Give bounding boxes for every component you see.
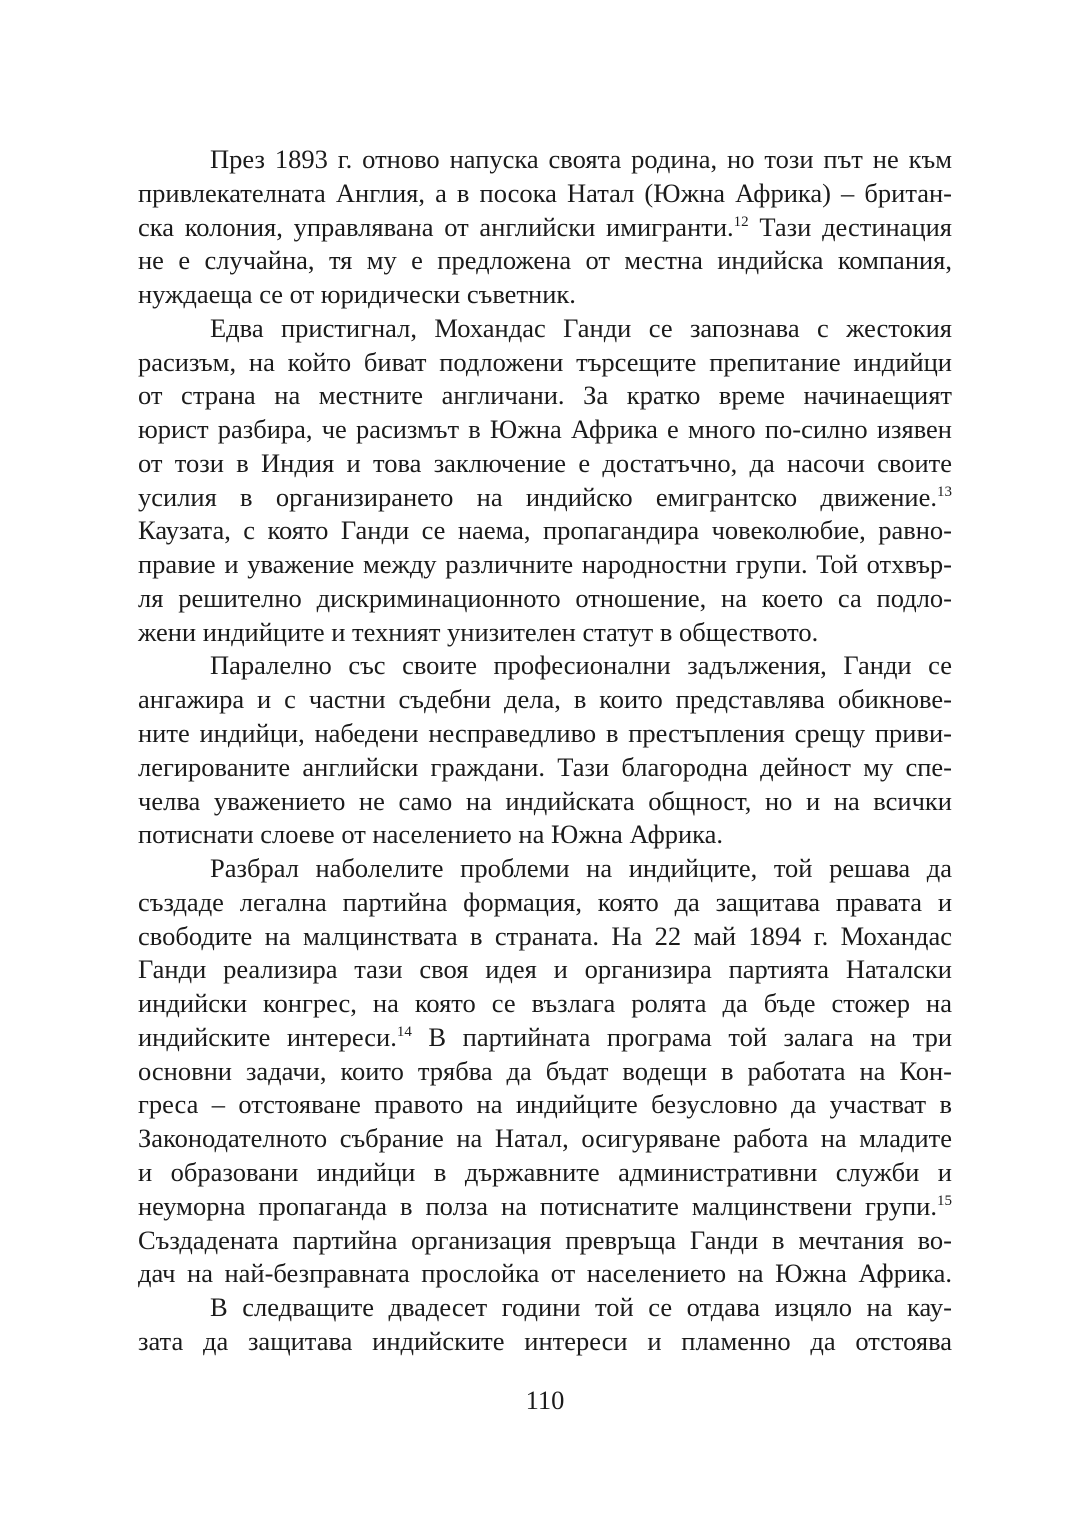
paragraph	[138, 143, 952, 312]
text-line: жени индийците и техният унизителен статут в обществото.	[138, 616, 819, 647]
text-line: В следващите двадесет години той се отдава изцяло на кау-	[210, 1292, 952, 1323]
text-line: ля решително дискриминационното отношение, на което са подло-	[138, 582, 952, 613]
text-line: индийски конгрес, на която се възлага ролята да бъде стожер на	[138, 988, 952, 1019]
text-line	[138, 1021, 952, 1055]
paragraph	[138, 649, 952, 852]
text-line: потиснати слоеве от населението на Южна Африка.	[138, 819, 724, 850]
text-segment: В партийната програма той залага на три	[411, 1021, 952, 1052]
footnote-marker: 14	[396, 1023, 412, 1040]
text-line: ангажира и с частни съдебни дела, в които представлява обикнове-	[138, 684, 952, 715]
paragraph	[138, 852, 952, 1291]
text-line: от страна на местните англичани. За кратко време начинаещият	[138, 380, 952, 411]
text-line: Разбрал наболелите проблеми на индийците, той решава да	[210, 853, 952, 884]
text-line	[138, 481, 952, 515]
text-line: Създадената партийна организация превръща Ганди в мечтания во-	[138, 1224, 952, 1255]
text-line: Едва пристигнал, Мохандас Ганди се запознава с жестокия	[210, 312, 952, 343]
text-line: Каузата, с която Ганди се наема, пропагандира човеколюбие, равно-	[138, 515, 952, 546]
text-line: привлекателната Англия, а в посока Натал (Южна Африка) – британ-	[138, 177, 952, 208]
text-line: не е случайна, тя му е предложена от местна индийска компания,	[138, 245, 952, 276]
text-line: основни задачи, които трябва да бъдат водещи в работата на Кон-	[138, 1055, 952, 1086]
text-line: дач на най-безправната прослойка от населението на Южна Африка.	[138, 1258, 952, 1289]
text-line: и образовани индийци в държавните административни служби и	[138, 1156, 952, 1187]
text-line: челва уважението не само на индийската общност, но и на всички	[138, 785, 952, 816]
paragraph	[138, 1291, 952, 1359]
text-line	[138, 211, 952, 245]
text-segment: усилия в организирането на индийско емигрантско движение.	[138, 481, 937, 512]
footnote-marker: 15	[937, 1192, 952, 1209]
text-line: свободите на малцинствата в страната. На 22 май 1894 г. Мохандас	[138, 920, 952, 951]
page-number: 110	[525, 1385, 565, 1415]
text-line: Ганди реализира тази своя идея и организира партията Наталски	[138, 954, 952, 985]
paragraph	[138, 312, 952, 650]
text-segment: неуморна пропаганда в полза на потиснатите малцинствени групи.	[138, 1190, 937, 1221]
text-line: зата да защитава индийските интереси и пламенно да отстоява	[138, 1325, 952, 1356]
text-line	[138, 1190, 952, 1224]
text-line: юрист разбира, че расизмът в Южна Африка е много по-силно изявен	[138, 414, 952, 445]
text-segment: Тази дестинация	[748, 211, 952, 242]
text-line: Законодателното събрание на Натал, осигуряване работа на младите	[138, 1123, 952, 1154]
text-line: нуждаеща се от юридически съветник.	[138, 279, 576, 310]
text-line: Паралелно със своите професионални задължения, Ганди се	[210, 650, 952, 681]
footnote-marker: 13	[937, 483, 952, 500]
text-segment: ска колония, управлявана от английски имигранти.	[138, 211, 734, 242]
text-line: ните индийци, набедени несправедливо в престъпления срещу приви-	[138, 718, 952, 749]
text-line: създаде легална партийна формация, която да защитава правата и	[138, 886, 952, 917]
text-line: правие и уважение между различните народностни групи. Той отхвър-	[138, 549, 952, 580]
footnote-marker: 12	[733, 213, 749, 230]
text-line: от този в Индия и това заключение е достатъчно, да насочи своите	[138, 447, 952, 478]
text-line: легированите английски граждани. Тази благородна дейност му спе-	[138, 751, 952, 782]
text-line: греса – отстояване правото на индийците безусловно да участват в	[138, 1089, 952, 1120]
text-line: расизъм, на който биват подложени търсещите препитание индийци	[138, 346, 952, 377]
text-segment: индийските интереси.	[138, 1021, 397, 1052]
text-line: През 1893 г. отново напуска своята родина, но този път не към	[210, 144, 952, 174]
body-text	[138, 143, 952, 1359]
